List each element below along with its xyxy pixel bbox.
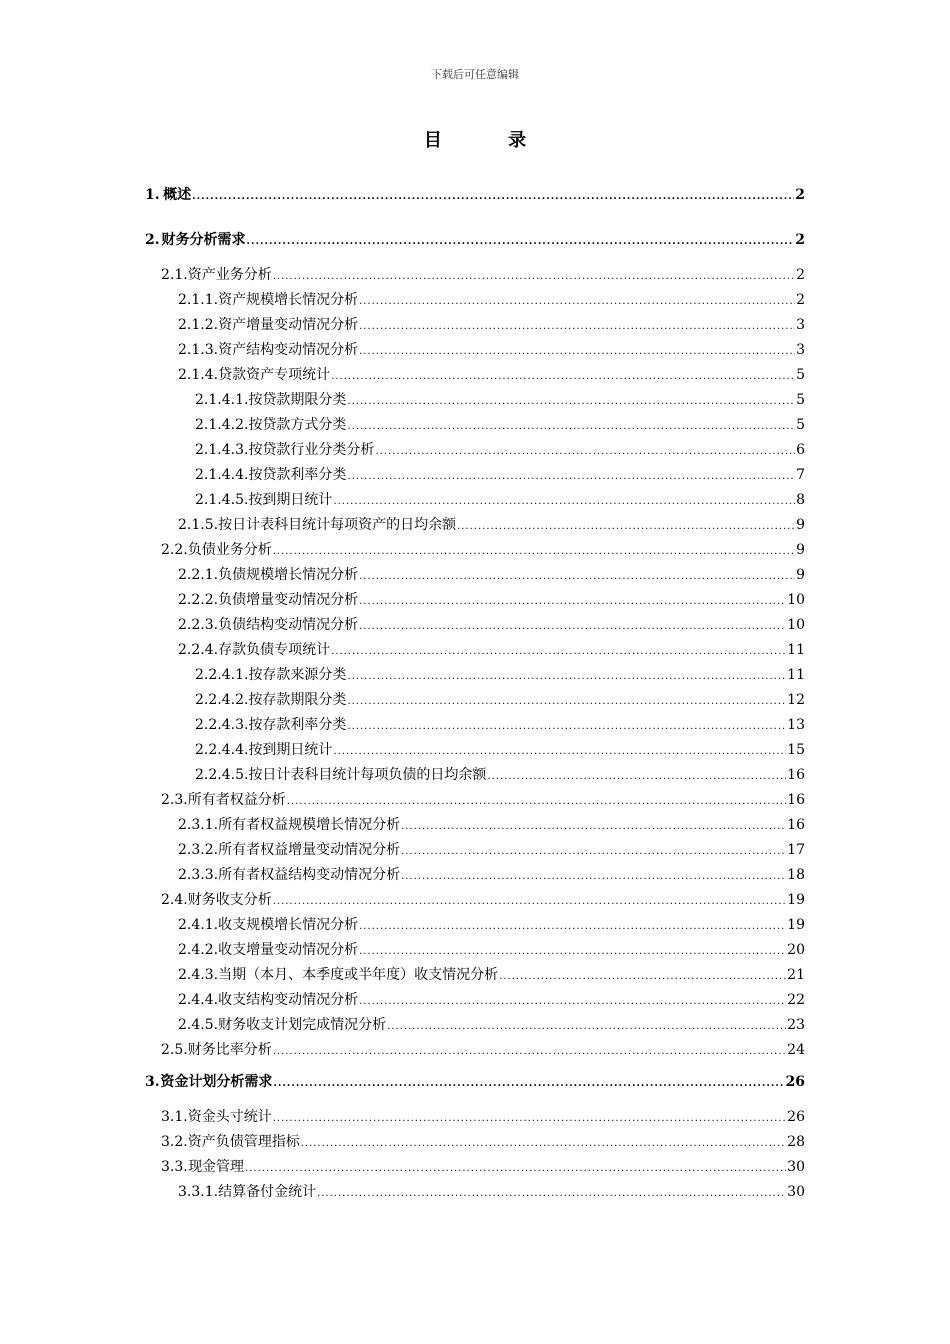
- toc-entry-number: 2.2.2.: [178, 592, 219, 608]
- toc-entry-title: 资产负债管理指标: [187, 1134, 300, 1150]
- toc-entry[interactable]: [178, 641, 805, 661]
- toc-entry-title: 负债业务分析: [187, 542, 272, 558]
- toc-leader-dots: [347, 693, 786, 711]
- toc-entry[interactable]: [145, 231, 805, 251]
- toc-entry-number: 2.4.3.: [178, 967, 219, 983]
- toc-entry-title: 按贷款期限分类: [248, 392, 347, 408]
- toc-leader-dots: [359, 993, 786, 1011]
- toc-entry[interactable]: [178, 591, 805, 611]
- toc-entry-page: 18: [787, 867, 805, 883]
- toc-leader-dots: [247, 233, 795, 251]
- toc-entry[interactable]: [195, 416, 805, 436]
- toc-leader-dots: [273, 268, 795, 286]
- toc-entry-number: 3.3.: [161, 1159, 188, 1175]
- toc-entry-title: 财务收支分析: [187, 892, 272, 908]
- toc-entry-title: 财务分析需求: [161, 232, 246, 248]
- toc-entry-title: 收支增量变动情况分析: [218, 942, 359, 958]
- toc-entry[interactable]: [178, 916, 805, 936]
- toc-leader-dots: [347, 468, 795, 486]
- toc-entry-page: 9: [796, 517, 805, 533]
- toc-entry[interactable]: [178, 1183, 805, 1203]
- toc-entry-number: 2.1.3.: [178, 342, 219, 358]
- toc-entry-page: 28: [787, 1134, 805, 1150]
- toc-leader-dots: [359, 618, 786, 636]
- toc-entry[interactable]: [195, 716, 805, 736]
- toc-entry-page: 10: [787, 617, 805, 633]
- toc-entry-page: 16: [787, 792, 805, 808]
- toc-entry-number: 2.1.4.4.: [195, 467, 249, 483]
- toc-entry[interactable]: [195, 766, 805, 786]
- toc-entry-page: 26: [785, 1074, 805, 1090]
- toc-entry-number: 2.2.1.: [178, 567, 219, 583]
- toc-leader-dots: [273, 1043, 786, 1061]
- toc-entry-page: 20: [787, 942, 805, 958]
- toc-entry-number: 2.1.4.2.: [195, 417, 249, 433]
- toc-entry-title: 财务比率分析: [187, 1042, 272, 1058]
- toc-leader-dots: [499, 968, 786, 986]
- toc-entry[interactable]: [178, 366, 805, 386]
- toc-entry-page: 26: [787, 1109, 805, 1125]
- toc-entry-number: 2.1.1.: [178, 292, 219, 308]
- toc-leader-dots: [347, 718, 786, 736]
- toc-entry-number: 2.2.4.: [178, 642, 219, 658]
- toc-entry-page: 9: [796, 542, 805, 558]
- toc-entry-title: 当期（本月、本季度或半年度）收支情况分析: [218, 967, 499, 983]
- toc-entry-number: 3.2.: [161, 1134, 188, 1150]
- toc-entry[interactable]: [161, 791, 805, 811]
- toc-entry-title: 资产规模增长情况分析: [218, 292, 359, 308]
- toc-leader-dots: [401, 843, 786, 861]
- toc-entry-page: 3: [796, 342, 805, 358]
- toc-entry-page: 16: [787, 767, 805, 783]
- toc-entry[interactable]: [178, 566, 805, 586]
- toc-leader-dots: [331, 368, 795, 386]
- toc-entry-page: 19: [787, 917, 805, 933]
- toc-entry-title: 资金头寸统计: [187, 1109, 272, 1125]
- toc-entry-page: 2: [795, 187, 805, 203]
- toc-entry-page: 10: [787, 592, 805, 608]
- toc-entry-number: 2.3.2.: [178, 842, 219, 858]
- toc-entry[interactable]: [178, 616, 805, 636]
- toc-entry-title: 按到期日统计: [248, 742, 333, 758]
- toc-entry-page: 22: [787, 992, 805, 1008]
- toc-entry[interactable]: [161, 1108, 805, 1128]
- toc-entry[interactable]: [161, 891, 805, 911]
- toc-entry-number: 2.2.4.5.: [195, 767, 249, 783]
- toc-entry-page: 9: [796, 567, 805, 583]
- toc-entry[interactable]: [161, 1041, 805, 1061]
- toc-entry-number: 2.4.1.: [178, 917, 219, 933]
- toc-entry-title: 按到期日统计: [248, 492, 333, 508]
- toc-leader-dots: [245, 1160, 786, 1178]
- toc-entry-number: 3.3.1.: [178, 1184, 219, 1200]
- toc-entry[interactable]: [178, 1016, 805, 1036]
- toc-leader-dots: [359, 343, 795, 361]
- toc-entry[interactable]: [145, 1073, 805, 1093]
- toc-entry-page: 8: [796, 492, 805, 508]
- toc-entry-number: 2.2.4.4.: [195, 742, 249, 758]
- toc-entry-title: 结算备付金统计: [218, 1184, 317, 1200]
- toc-entry[interactable]: [161, 541, 805, 561]
- toc-entry-page: 15: [787, 742, 805, 758]
- toc-entry-number: 2.1.5.: [178, 517, 219, 533]
- toc-entry[interactable]: [195, 491, 805, 511]
- toc-entry-number: 3.: [145, 1074, 160, 1090]
- toc-leader-dots: [359, 318, 795, 336]
- toc-entry-number: 2.4.4.: [178, 992, 219, 1008]
- toc-leader-dots: [359, 943, 786, 961]
- toc-leader-dots: [331, 643, 786, 661]
- toc-entry-page: 16: [787, 817, 805, 833]
- toc-entry-page: 30: [787, 1159, 805, 1175]
- toc-entry[interactable]: [195, 441, 805, 461]
- toc-entry-title: 资金计划分析需求: [160, 1074, 273, 1090]
- toc-entry-title: 资产增量变动情况分析: [218, 317, 359, 333]
- toc-entry-number: 2.2.4.3.: [195, 717, 249, 733]
- toc-entry[interactable]: [178, 941, 805, 961]
- toc-entry[interactable]: [195, 391, 805, 411]
- toc-entry[interactable]: [178, 966, 805, 986]
- toc-entry-page: 2: [795, 232, 805, 248]
- toc-entry-title: 按存款利率分类: [248, 717, 347, 733]
- toc-entry-number: 2.3.3.: [178, 867, 219, 883]
- toc-entry[interactable]: [178, 816, 805, 836]
- toc-entry-title: 按存款来源分类: [248, 667, 347, 683]
- toc-entry-page: 13: [787, 717, 805, 733]
- toc-leader-dots: [457, 518, 795, 536]
- toc-entry[interactable]: [178, 991, 805, 1011]
- toc-entry-page: 11: [787, 642, 805, 658]
- toc-entry-page: 23: [787, 1017, 805, 1033]
- toc-entry[interactable]: [178, 316, 805, 336]
- toc-leader-dots: [273, 893, 786, 911]
- toc-leader-dots: [387, 1018, 786, 1036]
- toc-leader-dots: [359, 593, 786, 611]
- toc-entry[interactable]: [195, 741, 805, 761]
- toc-entry-page: 5: [796, 392, 805, 408]
- toc-entry-title: 所有者权益分析: [187, 792, 286, 808]
- toc-entry-number: 2.1.: [161, 267, 188, 283]
- toc-entry-page: 21: [787, 967, 805, 983]
- toc-entry-page: 17: [787, 842, 805, 858]
- toc-leader-dots: [301, 1135, 786, 1153]
- toc-entry-number: 2.3.1.: [178, 817, 219, 833]
- toc-entry-number: 2.1.4.: [178, 367, 219, 383]
- toc-entry-number: 2.1.2.: [178, 317, 219, 333]
- page-header: 下载后可任意编辑: [431, 68, 519, 81]
- toc-entry-number: 3.1.: [161, 1109, 188, 1125]
- toc-entry-number: 2.1.4.1.: [195, 392, 249, 408]
- toc-leader-dots: [333, 743, 786, 761]
- toc-entry-title: 资产结构变动情况分析: [218, 342, 359, 358]
- toc-entry-title: 负债增量变动情况分析: [218, 592, 359, 608]
- toc-leader-dots: [347, 393, 795, 411]
- toc-entry-title: 按存款期限分类: [248, 692, 347, 708]
- toc-entry-number: 2.4.2.: [178, 942, 219, 958]
- toc-entry-title: 存款负债专项统计: [218, 642, 331, 658]
- toc-entry-number: 2.2.: [161, 542, 188, 558]
- toc-entry-title: 资产业务分析: [187, 267, 272, 283]
- toc-entry-title: 按贷款行业分类分析: [248, 442, 375, 458]
- toc-leader-dots: [333, 493, 795, 511]
- toc-leader-dots: [192, 188, 794, 206]
- toc-entry-page: 11: [787, 667, 805, 683]
- toc-entry-title: 按贷款利率分类: [248, 467, 347, 483]
- toc-entry-number: 2.: [145, 232, 160, 248]
- toc-leader-dots: [375, 443, 795, 461]
- toc-leader-dots: [359, 918, 786, 936]
- toc-entry-page: 2: [796, 292, 805, 308]
- toc-entry-page: 2: [796, 267, 805, 283]
- toc-entry-title: 所有者权益结构变动情况分析: [218, 867, 401, 883]
- toc-leader-dots: [347, 418, 795, 436]
- toc-entry-page: 12: [787, 692, 805, 708]
- toc-entry-title: 概述: [163, 187, 192, 203]
- toc-entry[interactable]: [161, 266, 805, 286]
- toc-entry[interactable]: [178, 341, 805, 361]
- toc-entry-page: 24: [787, 1042, 805, 1058]
- toc-entry[interactable]: [161, 1133, 805, 1153]
- toc-entry-page: 6: [796, 442, 805, 458]
- toc-entry-page: 3: [796, 317, 805, 333]
- toc-leader-dots: [401, 818, 786, 836]
- toc-entry-title: 所有者权益增量变动情况分析: [218, 842, 401, 858]
- toc-entry[interactable]: [145, 186, 805, 206]
- toc-entry[interactable]: [195, 466, 805, 486]
- toc-entry-page: 19: [787, 892, 805, 908]
- toc-entry-title: 所有者权益规模增长情况分析: [218, 817, 401, 833]
- toc-entry-title: 按贷款方式分类: [248, 417, 347, 433]
- toc-title: 目 录: [423, 130, 557, 151]
- toc-entry-page: 30: [787, 1184, 805, 1200]
- toc-entry-page: 7: [796, 467, 805, 483]
- toc-leader-dots: [273, 543, 795, 561]
- toc-entry-number: 2.2.3.: [178, 617, 219, 633]
- toc-entry[interactable]: [178, 841, 805, 861]
- toc-entry-number: 2.4.5.: [178, 1017, 219, 1033]
- toc-entry-title: 按日计表科目统计每项负债的日均余额: [248, 767, 487, 783]
- toc-entry-number: 2.1.4.3.: [195, 442, 249, 458]
- toc-entry[interactable]: [195, 666, 805, 686]
- toc-entry-title: 收支规模增长情况分析: [218, 917, 359, 933]
- toc-entry-title: 负债结构变动情况分析: [218, 617, 359, 633]
- toc-entry-title: 贷款资产专项统计: [218, 367, 331, 383]
- toc-entry[interactable]: [161, 1158, 805, 1178]
- toc-entry-title: 收支结构变动情况分析: [218, 992, 359, 1008]
- toc-leader-dots: [347, 668, 786, 686]
- toc-entry-title: 负债规模增长情况分析: [218, 567, 359, 583]
- toc-entry-number: 2.1.4.5.: [195, 492, 249, 508]
- toc-entry[interactable]: [178, 516, 805, 536]
- toc-entry-number: 2.5.: [161, 1042, 188, 1058]
- toc-leader-dots: [359, 568, 795, 586]
- toc-entry-title: 现金管理: [188, 1159, 245, 1175]
- toc-entry-title: 按日计表科目统计每项资产的日均余额: [218, 517, 457, 533]
- toc-leader-dots: [317, 1185, 786, 1203]
- toc-entry-number: 2.4.: [161, 892, 188, 908]
- toc-entry-number: 2.2.4.2.: [195, 692, 249, 708]
- toc-entry-title: 财务收支计划完成情况分析: [218, 1017, 387, 1033]
- toc-entry[interactable]: [195, 691, 805, 711]
- toc-entry[interactable]: [178, 291, 805, 311]
- toc-entry-page: 5: [796, 367, 805, 383]
- toc-entry[interactable]: [178, 866, 805, 886]
- toc-entry-number: 2.3.: [161, 792, 188, 808]
- toc-leader-dots: [273, 1110, 786, 1128]
- toc-leader-dots: [273, 1075, 784, 1093]
- toc-entry-number: 2.2.4.1.: [195, 667, 249, 683]
- toc-leader-dots: [487, 768, 786, 786]
- toc-entry-page: 5: [796, 417, 805, 433]
- toc-entry-number: 1.: [145, 187, 160, 203]
- toc-leader-dots: [287, 793, 786, 811]
- toc-leader-dots: [401, 868, 786, 886]
- toc-leader-dots: [359, 293, 795, 311]
